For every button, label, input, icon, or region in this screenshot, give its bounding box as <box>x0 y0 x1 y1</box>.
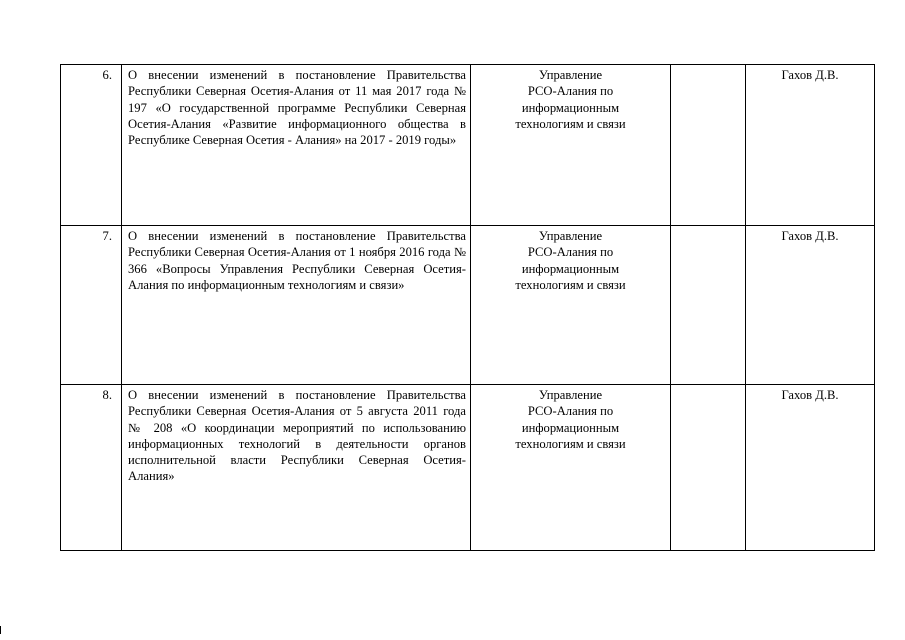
executor-line: технологиям и связи <box>515 436 626 451</box>
executor-line: информационным <box>521 420 620 435</box>
term-cell <box>671 385 746 551</box>
document-title: О внесении изменений в постановление Правительства Республики Северная Осетия-Алания от 1 ноября 2016 года № 366 «Вопросы Управления Республики Северная Осетия-Алания по информационным технологиям и связи» <box>122 226 471 385</box>
scan-edge-mark <box>0 626 1 634</box>
row-number: 6. <box>61 65 122 226</box>
row-number: 8. <box>61 385 122 551</box>
responsible-person: Гахов Д.В. <box>746 226 875 385</box>
plan-table <box>60 64 875 551</box>
term-cell <box>671 226 746 385</box>
table-row <box>61 226 875 385</box>
executor-line: Управление <box>538 229 603 243</box>
executor-cell <box>471 385 671 551</box>
executor-line: Управление <box>538 388 603 402</box>
row-number: 7. <box>61 226 122 385</box>
table-row <box>61 65 875 226</box>
document-title: О внесении изменений в постановление Правительства Республики Северная Осетия-Алания от 5 августа 2011 года № 208 «О координации мероприятий по использованию информационных технологий в деятельности органов исполнительной власти Республики Северная Осетия-Алания» <box>122 385 471 551</box>
executor-line: РСО-Алания по <box>527 84 614 99</box>
executor-line: информационным <box>521 261 620 276</box>
responsible-person: Гахов Д.В. <box>746 385 875 551</box>
executor-line: информационным <box>521 100 620 115</box>
executor-line: РСО-Алания по <box>527 245 614 260</box>
table-row <box>61 385 875 551</box>
document-title: О внесении изменений в постановление Правительства Республики Северная Осетия-Алания от 11 мая 2017 года № 197 «О государственной программе Республики Северная Осетия-Алания «Развитие информационного общества в Республике Северная Осетия - Алания» на 2017 - 2019 годы» <box>122 65 471 226</box>
executor-line: технологиям и связи <box>515 116 626 131</box>
executor-cell <box>471 226 671 385</box>
executor-line: Управление <box>538 68 603 82</box>
term-cell <box>671 65 746 226</box>
responsible-person: Гахов Д.В. <box>746 65 875 226</box>
executor-cell <box>471 65 671 226</box>
executor-line: РСО-Алания по <box>527 404 614 419</box>
executor-line: технологиям и связи <box>515 277 626 292</box>
